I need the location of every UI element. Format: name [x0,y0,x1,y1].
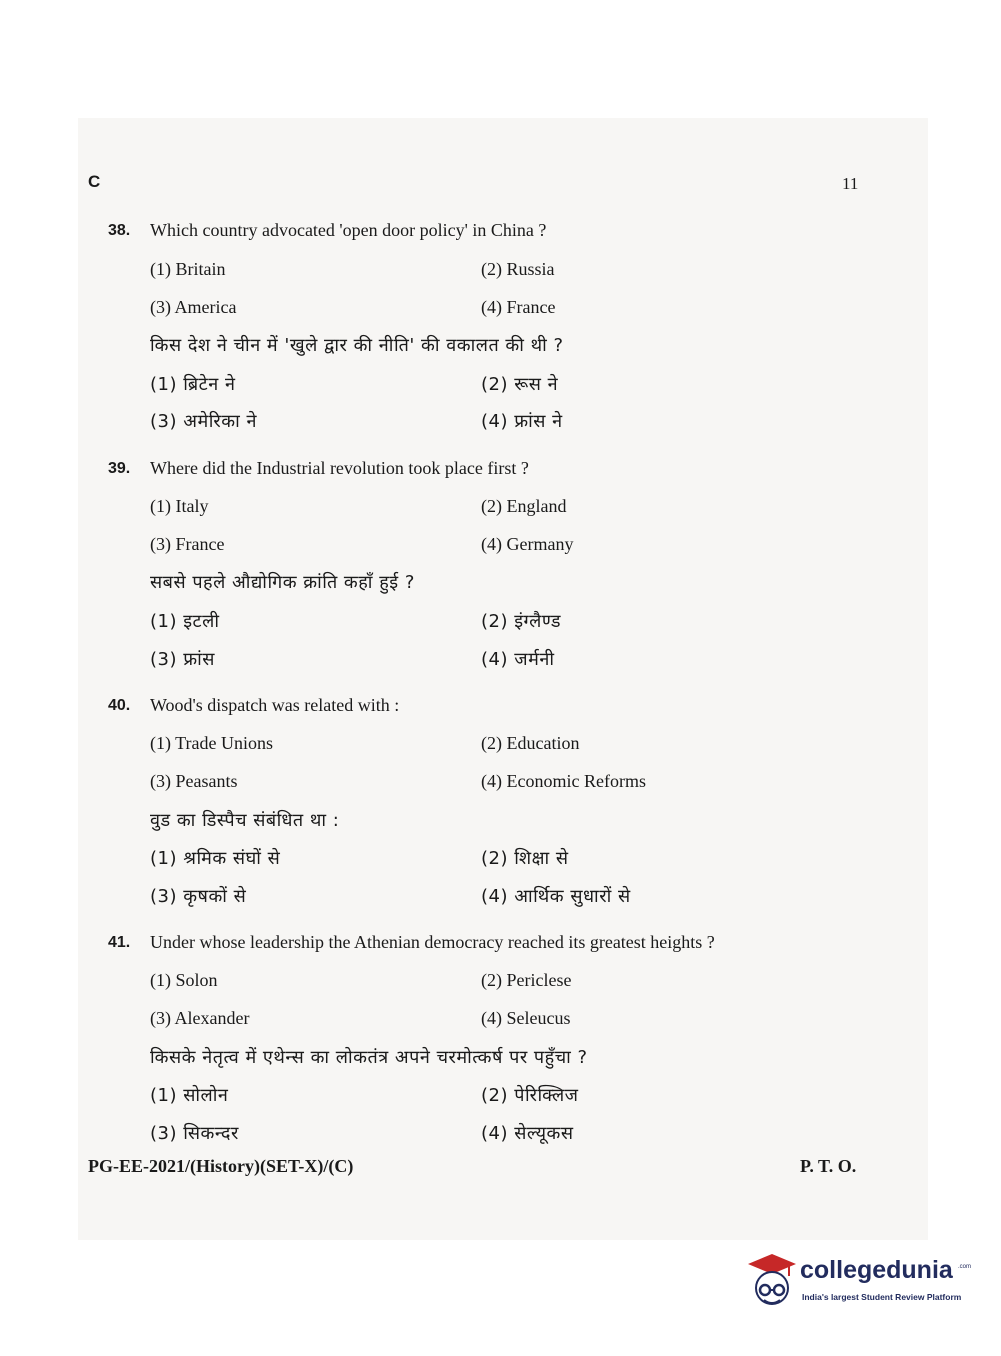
question-text-hindi: किस देश ने चीन में 'खुले द्वार की नीति' की वकालत की थी ? [150,335,564,356]
option-2: (2) Education [481,733,580,753]
page-number: 11 [842,174,859,193]
collegedunia-tagline: India's largest Student Review Platform [802,1292,962,1302]
option-4-hindi: (4) फ्रांस ने [481,411,563,432]
option-4: (4) Germany [481,534,574,554]
option-2: (2) Russia [481,259,555,279]
question-text: Which country advocated 'open door policy' in China ? [150,220,547,240]
option-4-hindi: (4) जर्मनी [481,649,555,670]
pto-label: P. T. O. [800,1156,857,1176]
question-number: 40. [108,697,131,714]
option-2: (2) Periclese [481,970,572,990]
question-text: Where did the Industrial revolution took place first ? [150,458,529,478]
question-text: Wood's dispatch was related with : [150,695,400,715]
option-2-hindi: (2) पेरिक्लिज [481,1085,579,1106]
option-1: (1) Trade Unions [150,733,274,753]
option-4-hindi: (4) सेल्यूकस [481,1123,574,1144]
option-1-hindi: (1) इटली [150,611,220,632]
option-2: (2) England [481,496,567,516]
collegedunia-wordmark: collegedunia [800,1256,953,1284]
option-3-hindi: (3) कृषकों से [150,886,247,907]
question-text-hindi: किसके नेतृत्व में एथेन्स का लोकतंत्र अपने चरमोत्कर्ष पर पहुँचा ? [150,1047,588,1068]
option-3-hindi: (3) फ्रांस [150,649,215,670]
option-3: (3) France [150,534,225,554]
mascot-icon [744,1252,800,1314]
option-1: (1) Italy [150,496,209,516]
exam-page [78,118,928,1240]
option-2-hindi: (2) शिक्षा से [481,848,569,869]
option-3: (3) Alexander [150,1008,250,1028]
set-letter: C [88,172,101,191]
question-number: 39. [108,460,131,477]
option-1-hindi: (1) श्रमिक संघों से [150,848,281,869]
option-2-hindi: (2) इंग्लैण्ड [481,611,561,632]
question-text-hindi: वुड का डिस्पैच संबंधित था : [150,810,340,831]
option-2-hindi: (2) रूस ने [481,374,559,395]
question-number: 41. [108,934,131,951]
option-4-hindi: (4) आर्थिक सुधारों से [481,886,631,907]
collegedunia-domain: .com [958,1264,972,1270]
paper-code: PG-EE-2021/(History)(SET-X)/(C) [88,1156,354,1176]
option-3: (3) America [150,297,237,317]
option-1-hindi: (1) सोलोन [150,1085,229,1106]
option-4: (4) France [481,297,556,317]
option-4: (4) Economic Reforms [481,771,646,791]
question-text: Under whose leadership the Athenian democracy reached its greatest heights ? [150,932,715,952]
collegedunia-logo [744,1252,972,1314]
option-1: (1) Britain [150,259,226,279]
question-number: 38. [108,222,131,239]
option-3-hindi: (3) अमेरिका ने [150,411,257,432]
question-text-hindi: सबसे पहले औद्योगिक क्रांति कहाँ हुई ? [150,572,415,593]
option-4: (4) Seleucus [481,1008,571,1028]
option-1: (1) Solon [150,970,218,990]
option-3-hindi: (3) सिकन्दर [150,1123,239,1144]
option-3: (3) Peasants [150,771,238,791]
option-1-hindi: (1) ब्रिटेन ने [150,374,236,395]
